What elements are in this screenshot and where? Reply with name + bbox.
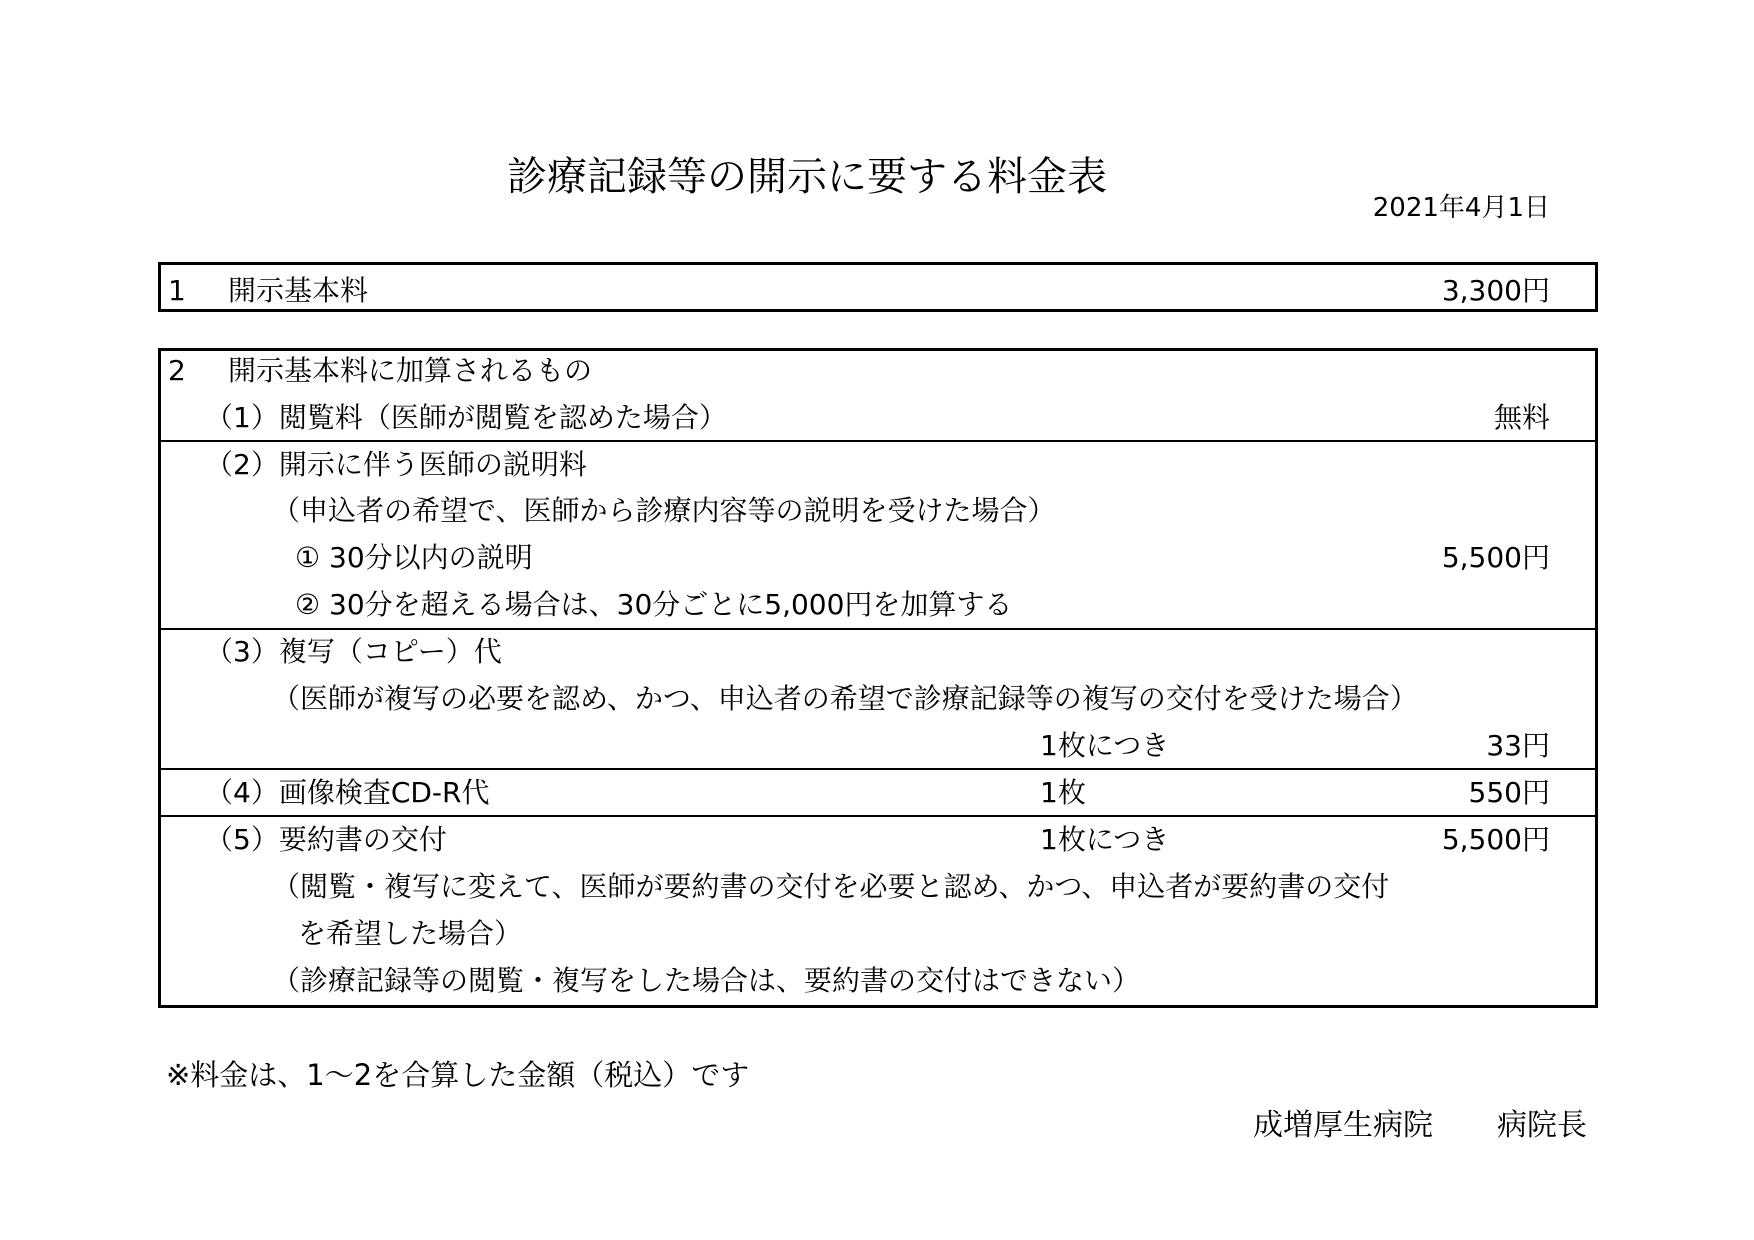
item4-unit: 1枚 <box>1040 776 1086 809</box>
item2-label: （2）開示に伴う医師の説明料 <box>205 448 587 481</box>
item3-price: 33円 <box>1486 729 1550 762</box>
row-divider <box>158 628 1598 630</box>
item5-unit: 1枚につき <box>1040 823 1170 856</box>
section2-box <box>158 348 1598 1008</box>
item4-label: （4）画像検査CD-R代 <box>205 776 490 809</box>
item1-label: （1）閲覧料（医師が閲覧を認めた場合） <box>205 401 727 434</box>
item2-sub1: ① 30分以内の説明 <box>295 541 533 574</box>
section2-number: 2 <box>168 354 186 387</box>
item2-note: （申込者の希望で、医師から診療内容等の説明を受けた場合） <box>272 494 1056 527</box>
issue-date: 2021年4月1日 <box>1372 193 1550 223</box>
item2-price: 5,500円 <box>1441 541 1550 574</box>
item5-note-line3: （診療記録等の閲覧・複写をした場合は、要約書の交付はできない） <box>272 964 1141 997</box>
item2-sub2: ② 30分を超える場合は、30分ごとに5,000円を加算する <box>295 588 1013 621</box>
section1-number: 1 <box>168 274 186 307</box>
item4-price: 550円 <box>1468 776 1550 809</box>
row-divider <box>158 768 1598 770</box>
section2-label: 開示基本料に加算されるもの <box>228 354 593 387</box>
document-title: 診療記録等の開示に要する料金表 <box>507 154 1107 200</box>
item3-note: （医師が複写の必要を認め、かつ、申込者の希望で診療記録等の複写の交付を受けた場合） <box>272 682 1418 715</box>
item1-price: 無料 <box>1493 401 1550 434</box>
item5-price: 5,500円 <box>1441 823 1550 856</box>
hospital-name: 成増厚生病院 <box>1253 1108 1433 1143</box>
section1-label: 開示基本料 <box>228 274 369 307</box>
item3-label: （3）複写（コピー）代 <box>205 635 502 668</box>
item5-note-line2: を希望した場合） <box>298 917 523 950</box>
row-divider <box>158 440 1598 442</box>
fee-note: ※料金は、1～2を合算した金額（税込）です <box>166 1058 750 1092</box>
signer-title: 病院長 <box>1497 1108 1587 1143</box>
row-divider <box>158 815 1598 817</box>
item5-note-line1: （閲覧・複写に変えて、医師が要約書の交付を必要と認め、かつ、申込者が要約書の交付 <box>272 870 1390 903</box>
item3-unit: 1枚につき <box>1040 729 1170 762</box>
section1-price: 3,300円 <box>1441 274 1550 307</box>
item5-label: （5）要約書の交付 <box>205 823 447 856</box>
